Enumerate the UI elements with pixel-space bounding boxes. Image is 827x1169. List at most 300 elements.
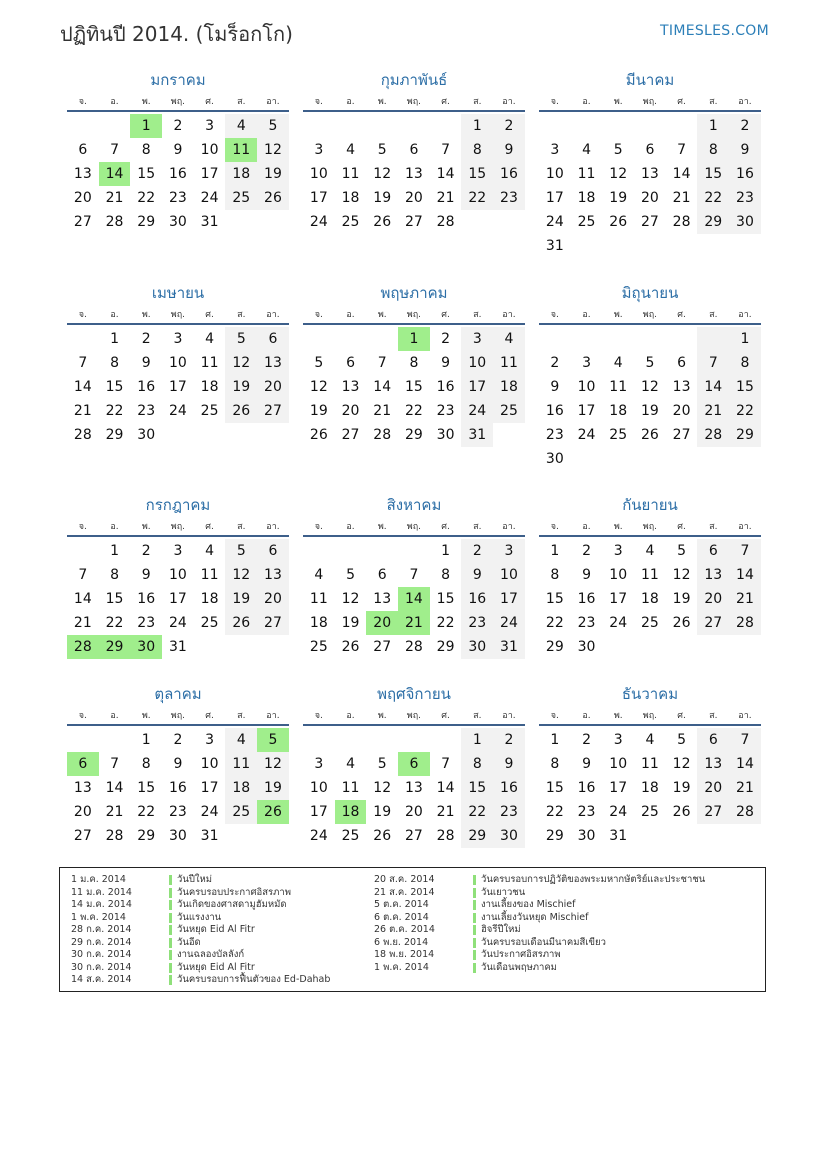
day-cell[interactable]: 12: [373, 780, 392, 797]
day-cell[interactable]: 21: [105, 804, 124, 821]
day-cell[interactable]: 2: [141, 543, 151, 559]
day-cell[interactable]: 7: [697, 351, 729, 375]
day-cell[interactable]: 30: [168, 214, 187, 231]
day-cell[interactable]: 27: [404, 828, 423, 845]
day-cell[interactable]: 3: [173, 331, 183, 347]
day-cell[interactable]: 3: [461, 327, 493, 351]
holiday-day-cell[interactable]: 14: [398, 587, 430, 611]
day-cell[interactable]: 29: [697, 210, 729, 234]
day-cell[interactable]: 22: [461, 800, 493, 824]
day-cell[interactable]: 19: [640, 403, 659, 420]
day-cell[interactable]: 24: [200, 804, 219, 821]
day-cell[interactable]: 15: [137, 780, 156, 797]
day-cell[interactable]: 8: [550, 567, 560, 584]
day-cell[interactable]: 3: [550, 142, 560, 159]
day-cell[interactable]: 21: [729, 587, 761, 611]
day-cell[interactable]: 26: [609, 214, 628, 231]
day-cell[interactable]: 13: [73, 780, 92, 797]
day-cell[interactable]: 19: [309, 403, 328, 420]
day-cell[interactable]: 15: [545, 591, 564, 608]
day-cell[interactable]: 27: [257, 399, 289, 423]
day-cell[interactable]: 8: [409, 355, 419, 372]
day-cell[interactable]: 4: [205, 543, 215, 559]
day-cell[interactable]: 28: [105, 828, 124, 845]
day-cell[interactable]: 22: [105, 615, 124, 632]
day-cell[interactable]: 19: [672, 591, 691, 608]
day-cell[interactable]: 13: [697, 563, 729, 587]
day-cell[interactable]: 1: [441, 543, 451, 559]
day-cell[interactable]: 19: [225, 375, 257, 399]
day-cell[interactable]: 23: [577, 804, 596, 821]
day-cell[interactable]: 25: [341, 828, 360, 845]
day-cell[interactable]: 9: [173, 756, 183, 773]
day-cell[interactable]: 31: [168, 639, 187, 656]
day-cell[interactable]: 8: [461, 752, 493, 776]
day-cell[interactable]: 1: [110, 331, 119, 347]
day-cell[interactable]: 9: [582, 567, 591, 584]
day-cell[interactable]: 28: [404, 639, 423, 656]
day-cell[interactable]: 9: [493, 138, 525, 162]
day-cell[interactable]: 23: [729, 186, 761, 210]
day-cell[interactable]: 25: [341, 214, 360, 231]
day-cell[interactable]: 21: [729, 776, 761, 800]
day-cell[interactable]: 16: [436, 379, 455, 396]
day-cell[interactable]: 6: [257, 327, 289, 351]
day-cell[interactable]: 24: [493, 611, 525, 635]
day-cell[interactable]: 6: [677, 355, 687, 372]
day-cell[interactable]: 3: [613, 732, 623, 748]
day-cell[interactable]: 4: [645, 732, 655, 748]
day-cell[interactable]: 11: [577, 166, 596, 183]
day-cell[interactable]: 17: [200, 780, 219, 797]
day-cell[interactable]: 31: [545, 238, 564, 255]
day-cell[interactable]: 23: [545, 427, 564, 444]
day-cell[interactable]: 17: [168, 379, 187, 396]
day-cell[interactable]: 9: [173, 142, 183, 159]
day-cell[interactable]: 17: [309, 190, 328, 207]
day-cell[interactable]: 12: [309, 379, 328, 396]
day-cell[interactable]: 7: [409, 567, 419, 584]
day-cell[interactable]: 6: [645, 142, 655, 159]
day-cell[interactable]: 10: [461, 351, 493, 375]
day-cell[interactable]: 6: [697, 728, 729, 752]
day-cell[interactable]: 23: [168, 804, 187, 821]
day-cell[interactable]: 30: [137, 427, 156, 444]
day-cell[interactable]: 20: [257, 375, 289, 399]
day-cell[interactable]: 27: [697, 800, 729, 824]
day-cell[interactable]: 13: [257, 351, 289, 375]
day-cell[interactable]: 20: [73, 190, 92, 207]
day-cell[interactable]: 27: [73, 214, 92, 231]
day-cell[interactable]: 21: [373, 403, 392, 420]
day-cell[interactable]: 19: [672, 780, 691, 797]
day-cell[interactable]: 8: [729, 351, 761, 375]
day-cell[interactable]: 26: [672, 615, 691, 632]
day-cell[interactable]: 9: [441, 355, 451, 372]
day-cell[interactable]: 10: [168, 567, 187, 584]
day-cell[interactable]: 5: [314, 355, 324, 372]
day-cell[interactable]: 23: [168, 190, 187, 207]
day-cell[interactable]: 30: [577, 828, 596, 845]
day-cell[interactable]: 20: [640, 190, 659, 207]
day-cell[interactable]: 1: [461, 728, 493, 752]
day-cell[interactable]: 26: [309, 427, 328, 444]
day-cell[interactable]: 25: [309, 639, 328, 656]
day-cell[interactable]: 5: [225, 539, 257, 563]
day-cell[interactable]: 1: [697, 114, 729, 138]
day-cell[interactable]: 15: [137, 166, 156, 183]
day-cell[interactable]: 13: [697, 752, 729, 776]
day-cell[interactable]: 12: [257, 138, 289, 162]
day-cell[interactable]: 22: [697, 186, 729, 210]
day-cell[interactable]: 9: [729, 138, 761, 162]
holiday-day-cell[interactable]: 1: [398, 327, 430, 351]
holiday-day-cell[interactable]: 6: [398, 752, 430, 776]
day-cell[interactable]: 25: [225, 800, 257, 824]
day-cell[interactable]: 13: [404, 780, 423, 797]
day-cell[interactable]: 8: [110, 355, 119, 372]
day-cell[interactable]: 16: [137, 379, 156, 396]
day-cell[interactable]: 7: [78, 355, 88, 372]
day-cell[interactable]: 2: [550, 355, 560, 372]
day-cell[interactable]: 28: [436, 214, 455, 231]
day-cell[interactable]: 8: [110, 567, 119, 584]
day-cell[interactable]: 18: [609, 403, 628, 420]
day-cell[interactable]: 19: [257, 162, 289, 186]
day-cell[interactable]: 12: [257, 752, 289, 776]
day-cell[interactable]: 29: [105, 427, 124, 444]
day-cell[interactable]: 18: [225, 162, 257, 186]
day-cell[interactable]: 5: [377, 142, 387, 159]
day-cell[interactable]: 25: [640, 615, 659, 632]
day-cell[interactable]: 29: [545, 828, 564, 845]
day-cell[interactable]: 12: [609, 166, 628, 183]
day-cell[interactable]: 31: [461, 423, 493, 447]
day-cell[interactable]: 12: [672, 756, 691, 773]
day-cell[interactable]: 15: [404, 379, 423, 396]
day-cell[interactable]: 7: [78, 567, 88, 584]
day-cell[interactable]: 26: [257, 186, 289, 210]
day-cell[interactable]: 11: [493, 351, 525, 375]
day-cell[interactable]: 22: [461, 186, 493, 210]
day-cell[interactable]: 14: [729, 752, 761, 776]
day-cell[interactable]: 22: [404, 403, 423, 420]
day-cell[interactable]: 18: [200, 591, 219, 608]
day-cell[interactable]: 14: [697, 375, 729, 399]
day-cell[interactable]: 14: [729, 563, 761, 587]
day-cell[interactable]: 5: [225, 327, 257, 351]
day-cell[interactable]: 3: [613, 543, 623, 559]
day-cell[interactable]: 7: [441, 756, 451, 773]
day-cell[interactable]: 8: [141, 756, 151, 773]
day-cell[interactable]: 24: [168, 403, 187, 420]
holiday-day-cell[interactable]: 20: [366, 611, 398, 635]
day-cell[interactable]: 20: [257, 587, 289, 611]
day-cell[interactable]: 6: [346, 355, 355, 372]
day-cell[interactable]: 29: [404, 427, 423, 444]
day-cell[interactable]: 10: [309, 780, 328, 797]
day-cell[interactable]: 25: [640, 804, 659, 821]
day-cell[interactable]: 29: [461, 824, 493, 848]
day-cell[interactable]: 2: [173, 732, 183, 748]
day-cell[interactable]: 14: [672, 166, 691, 183]
holiday-day-cell[interactable]: 29: [99, 635, 131, 659]
day-cell[interactable]: 13: [341, 379, 360, 396]
day-cell[interactable]: 13: [257, 563, 289, 587]
day-cell[interactable]: 2: [729, 114, 761, 138]
day-cell[interactable]: 4: [613, 355, 623, 372]
day-cell[interactable]: 21: [436, 804, 455, 821]
day-cell[interactable]: 5: [645, 355, 655, 372]
day-cell[interactable]: 15: [105, 591, 124, 608]
day-cell[interactable]: 13: [404, 166, 423, 183]
day-cell[interactable]: 20: [73, 804, 92, 821]
day-cell[interactable]: 30: [493, 824, 525, 848]
day-cell[interactable]: 21: [73, 403, 92, 420]
day-cell[interactable]: 18: [640, 780, 659, 797]
day-cell[interactable]: 25: [200, 403, 219, 420]
day-cell[interactable]: 27: [373, 639, 392, 656]
day-cell[interactable]: 16: [461, 587, 493, 611]
day-cell[interactable]: 11: [225, 752, 257, 776]
holiday-day-cell[interactable]: 11: [225, 138, 257, 162]
day-cell[interactable]: 8: [461, 138, 493, 162]
day-cell[interactable]: 2: [461, 539, 493, 563]
day-cell[interactable]: 10: [200, 142, 219, 159]
day-cell[interactable]: 1: [141, 732, 151, 748]
day-cell[interactable]: 17: [200, 166, 219, 183]
day-cell[interactable]: 2: [441, 331, 451, 347]
day-cell[interactable]: 14: [73, 379, 92, 396]
day-cell[interactable]: 27: [73, 828, 92, 845]
day-cell[interactable]: 5: [257, 114, 289, 138]
day-cell[interactable]: 4: [205, 331, 215, 347]
day-cell[interactable]: 2: [141, 331, 151, 347]
day-cell[interactable]: 5: [677, 543, 687, 559]
day-cell[interactable]: 31: [493, 635, 525, 659]
day-cell[interactable]: 21: [436, 190, 455, 207]
day-cell[interactable]: 17: [309, 804, 328, 821]
day-cell[interactable]: 15: [436, 591, 455, 608]
day-cell[interactable]: 29: [436, 639, 455, 656]
day-cell[interactable]: 7: [110, 142, 119, 159]
day-cell[interactable]: 11: [640, 756, 659, 773]
day-cell[interactable]: 30: [461, 635, 493, 659]
day-cell[interactable]: 8: [697, 138, 729, 162]
day-cell[interactable]: 13: [73, 166, 92, 183]
day-cell[interactable]: 11: [640, 567, 659, 584]
day-cell[interactable]: 7: [110, 756, 119, 773]
day-cell[interactable]: 13: [672, 379, 691, 396]
day-cell[interactable]: 4: [346, 756, 355, 773]
day-cell[interactable]: 24: [577, 427, 596, 444]
day-cell[interactable]: 7: [441, 142, 451, 159]
day-cell[interactable]: 15: [461, 776, 493, 800]
day-cell[interactable]: 20: [672, 403, 691, 420]
day-cell[interactable]: 22: [137, 190, 156, 207]
day-cell[interactable]: 26: [341, 639, 360, 656]
day-cell[interactable]: 25: [577, 214, 596, 231]
day-cell[interactable]: 11: [341, 780, 360, 797]
day-cell[interactable]: 1: [110, 543, 119, 559]
day-cell[interactable]: 10: [577, 379, 596, 396]
day-cell[interactable]: 16: [577, 591, 596, 608]
day-cell[interactable]: 20: [341, 403, 360, 420]
day-cell[interactable]: 17: [545, 190, 564, 207]
day-cell[interactable]: 31: [200, 214, 219, 231]
day-cell[interactable]: 3: [205, 118, 215, 134]
day-cell[interactable]: 2: [173, 118, 183, 134]
day-cell[interactable]: 3: [205, 732, 215, 748]
day-cell[interactable]: 6: [257, 539, 289, 563]
brand-logo-link[interactable]: TIMESLES.COM: [660, 23, 769, 39]
day-cell[interactable]: 17: [609, 591, 628, 608]
day-cell[interactable]: 30: [436, 427, 455, 444]
day-cell[interactable]: 10: [493, 563, 525, 587]
day-cell[interactable]: 9: [582, 756, 591, 773]
day-cell[interactable]: 5: [613, 142, 623, 159]
holiday-day-cell[interactable]: 26: [257, 800, 289, 824]
day-cell[interactable]: 24: [168, 615, 187, 632]
day-cell[interactable]: 28: [105, 214, 124, 231]
day-cell[interactable]: 21: [105, 190, 124, 207]
day-cell[interactable]: 4: [346, 142, 355, 159]
day-cell[interactable]: 16: [577, 780, 596, 797]
holiday-day-cell[interactable]: 14: [99, 162, 131, 186]
day-cell[interactable]: 22: [137, 804, 156, 821]
day-cell[interactable]: 21: [672, 190, 691, 207]
day-cell[interactable]: 19: [225, 587, 257, 611]
day-cell[interactable]: 30: [168, 828, 187, 845]
day-cell[interactable]: 17: [577, 403, 596, 420]
day-cell[interactable]: 11: [609, 379, 628, 396]
day-cell[interactable]: 25: [493, 399, 525, 423]
day-cell[interactable]: 14: [436, 166, 455, 183]
day-cell[interactable]: 27: [697, 611, 729, 635]
day-cell[interactable]: 26: [373, 828, 392, 845]
day-cell[interactable]: 6: [697, 539, 729, 563]
day-cell[interactable]: 24: [609, 804, 628, 821]
holiday-day-cell[interactable]: 1: [130, 114, 162, 138]
day-cell[interactable]: 20: [697, 776, 729, 800]
day-cell[interactable]: 10: [545, 166, 564, 183]
day-cell[interactable]: 24: [309, 214, 328, 231]
day-cell[interactable]: 20: [697, 587, 729, 611]
day-cell[interactable]: 22: [545, 804, 564, 821]
day-cell[interactable]: 15: [697, 162, 729, 186]
day-cell[interactable]: 3: [314, 756, 324, 773]
day-cell[interactable]: 3: [493, 539, 525, 563]
day-cell[interactable]: 31: [609, 828, 628, 845]
day-cell[interactable]: 29: [137, 214, 156, 231]
day-cell[interactable]: 8: [141, 142, 151, 159]
day-cell[interactable]: 9: [550, 379, 560, 396]
day-cell[interactable]: 8: [441, 567, 451, 584]
day-cell[interactable]: 31: [200, 828, 219, 845]
day-cell[interactable]: 24: [609, 615, 628, 632]
day-cell[interactable]: 17: [461, 375, 493, 399]
day-cell[interactable]: 3: [582, 355, 591, 372]
day-cell[interactable]: 28: [436, 828, 455, 845]
day-cell[interactable]: 11: [200, 355, 219, 372]
day-cell[interactable]: 13: [640, 166, 659, 183]
day-cell[interactable]: 4: [225, 728, 257, 752]
day-cell[interactable]: 5: [346, 567, 355, 584]
day-cell[interactable]: 14: [73, 591, 92, 608]
day-cell[interactable]: 18: [640, 591, 659, 608]
day-cell[interactable]: 10: [200, 756, 219, 773]
day-cell[interactable]: 28: [729, 800, 761, 824]
day-cell[interactable]: 9: [141, 567, 151, 584]
day-cell[interactable]: 12: [672, 567, 691, 584]
day-cell[interactable]: 19: [373, 190, 392, 207]
day-cell[interactable]: 9: [493, 752, 525, 776]
day-cell[interactable]: 25: [225, 186, 257, 210]
day-cell[interactable]: 1: [550, 543, 560, 559]
day-cell[interactable]: 1: [461, 114, 493, 138]
day-cell[interactable]: 30: [729, 210, 761, 234]
day-cell[interactable]: 28: [672, 214, 691, 231]
day-cell[interactable]: 12: [225, 563, 257, 587]
day-cell[interactable]: 25: [609, 427, 628, 444]
day-cell[interactable]: 10: [309, 166, 328, 183]
day-cell[interactable]: 5: [377, 756, 387, 773]
day-cell[interactable]: 12: [341, 591, 360, 608]
day-cell[interactable]: 22: [729, 399, 761, 423]
day-cell[interactable]: 29: [729, 423, 761, 447]
holiday-day-cell[interactable]: 28: [67, 635, 99, 659]
day-cell[interactable]: 26: [225, 611, 257, 635]
holiday-day-cell[interactable]: 6: [67, 752, 99, 776]
day-cell[interactable]: 26: [672, 804, 691, 821]
day-cell[interactable]: 23: [436, 403, 455, 420]
day-cell[interactable]: 16: [729, 162, 761, 186]
day-cell[interactable]: 12: [225, 351, 257, 375]
day-cell[interactable]: 27: [257, 611, 289, 635]
day-cell[interactable]: 17: [168, 591, 187, 608]
day-cell[interactable]: 24: [200, 190, 219, 207]
day-cell[interactable]: 7: [729, 539, 761, 563]
day-cell[interactable]: 18: [577, 190, 596, 207]
day-cell[interactable]: 16: [168, 166, 187, 183]
day-cell[interactable]: 14: [436, 780, 455, 797]
day-cell[interactable]: 16: [493, 776, 525, 800]
day-cell[interactable]: 27: [341, 427, 360, 444]
day-cell[interactable]: 23: [493, 186, 525, 210]
day-cell[interactable]: 6: [409, 142, 419, 159]
day-cell[interactable]: 22: [105, 403, 124, 420]
day-cell[interactable]: 15: [461, 162, 493, 186]
day-cell[interactable]: 23: [461, 611, 493, 635]
day-cell[interactable]: 11: [341, 166, 360, 183]
day-cell[interactable]: 7: [729, 728, 761, 752]
day-cell[interactable]: 6: [377, 567, 387, 584]
day-cell[interactable]: 23: [577, 615, 596, 632]
day-cell[interactable]: 11: [309, 591, 328, 608]
day-cell[interactable]: 29: [545, 639, 564, 656]
holiday-day-cell[interactable]: 5: [257, 728, 289, 752]
day-cell[interactable]: 27: [672, 427, 691, 444]
day-cell[interactable]: 18: [225, 776, 257, 800]
day-cell[interactable]: 23: [137, 403, 156, 420]
day-cell[interactable]: 2: [493, 114, 525, 138]
day-cell[interactable]: 6: [78, 142, 88, 159]
day-cell[interactable]: 26: [640, 427, 659, 444]
day-cell[interactable]: 21: [73, 615, 92, 632]
day-cell[interactable]: 8: [550, 756, 560, 773]
day-cell[interactable]: 22: [545, 615, 564, 632]
day-cell[interactable]: 12: [640, 379, 659, 396]
